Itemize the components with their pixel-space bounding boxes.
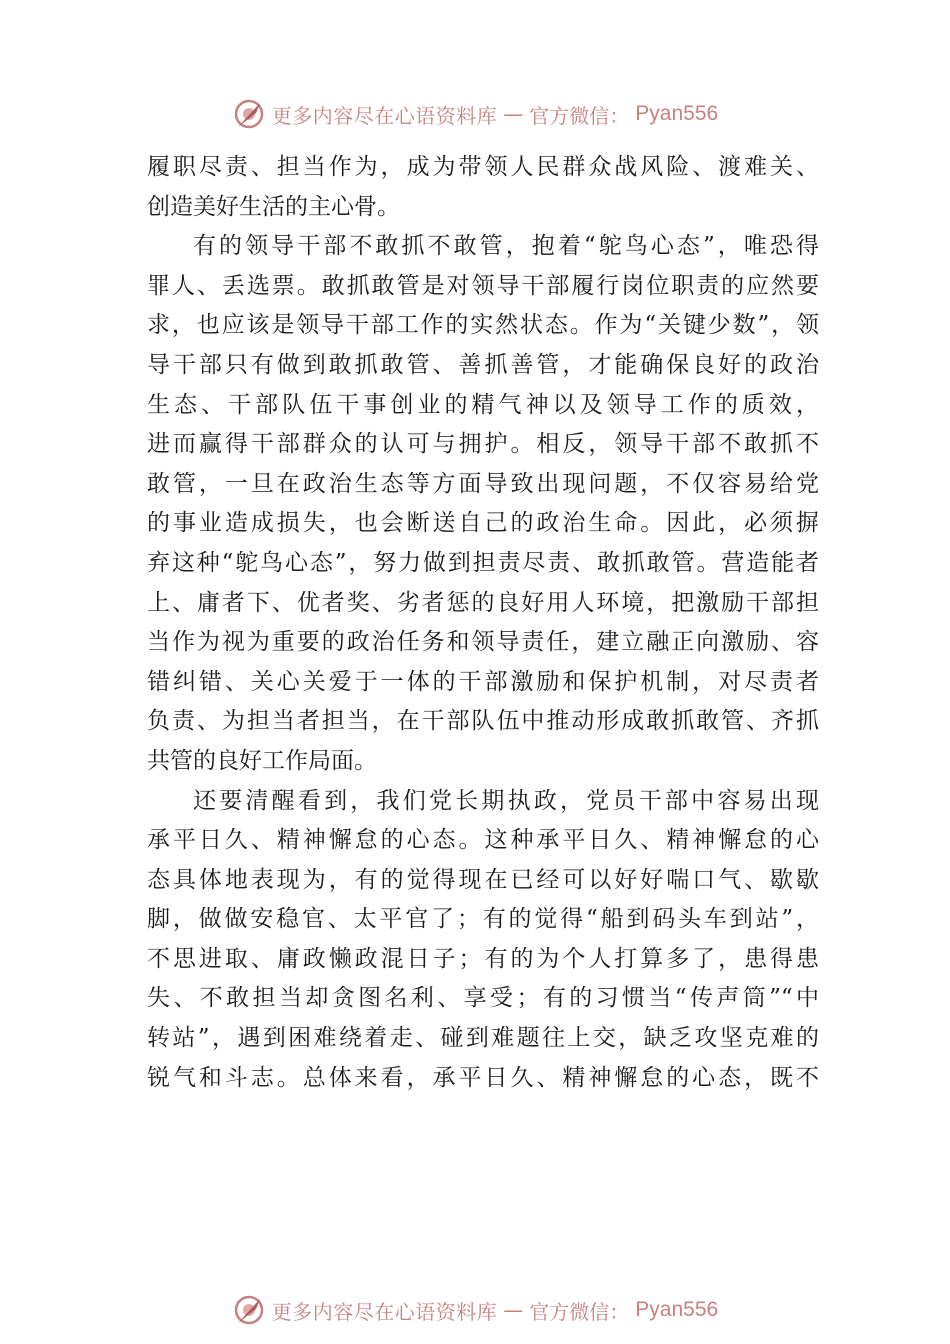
header-watermark-sub: 官方微信：: [529, 103, 630, 128]
text-line: 失、不敢担当却贪图名利、享受；有的习惯当“传声筒”“中: [147, 985, 819, 1012]
text-line: 脚，做做安稳官、太平官了；有的觉得“船到码头车到站”，: [147, 906, 819, 933]
quill-logo-icon: [232, 1293, 266, 1327]
footer-watermark-main: 更多内容尽在心语资料库: [271, 1299, 498, 1324]
header-watermark-main: 更多内容尽在心语资料库: [271, 103, 498, 128]
text-line: 生态、干部队伍干事创业的精气神以及领导工作的质效，: [147, 391, 819, 418]
text-line: 导干部只有做到敢抓敢管、善抓善管，才能确保良好的政治: [147, 351, 819, 378]
text-line: 的事业造成损失，也会断送自己的政治生命。因此，必须摒: [147, 510, 819, 537]
text-line: 敢管，一旦在政治生态等方面导致出现问题，不仅容易给党: [147, 470, 819, 497]
text-line: 锐气和斗志。总体来看，承平日久、精神懈怠的心态，既不: [147, 1064, 819, 1091]
document-body: [147, 148, 819, 1098]
text-line: 罪人、丢选票。敢抓敢管是对领导干部履行岗位职责的应然要: [147, 272, 819, 299]
text-line: 进而赢得干部群众的认可与拥护。相反，领导干部不敢抓不: [147, 431, 819, 458]
text-line: 求，也应该是领导干部工作的实然状态。作为“关键少数”，领: [147, 312, 819, 339]
text-line: 错纠错、关心关爱于一体的干部激励和保护机制，对尽责者: [147, 668, 819, 695]
text-line: 共管的良好工作局面。: [147, 747, 377, 774]
text-line: 还要清醒看到，我们党长期执政，党员干部中容易出现: [193, 787, 819, 814]
text-line: 负责、为担当者担当，在干部队伍中推动形成敢抓敢管、齐抓: [147, 708, 819, 735]
text-line: 有的领导干部不敢抓不敢管，抱着“鸵鸟心态”，唯恐得: [193, 233, 819, 260]
quill-logo-icon: [232, 97, 266, 131]
footer-watermark-id: Pyan556: [635, 1298, 719, 1321]
header-watermark-id: Pyan556: [635, 102, 719, 125]
text-line: 弃这种“鸵鸟心态”，努力做到担责尽责、敢抓敢管。营造能者: [147, 549, 819, 576]
header-watermark: [0, 94, 950, 134]
footer-watermark-dash: —: [503, 1298, 524, 1322]
text-line: 不思进取、庸政懒政混日子；有的为个人打算多了，患得患: [147, 945, 819, 972]
text-line: 态具体地表现为，有的觉得现在已经可以好好喘口气、歇歇: [147, 866, 819, 893]
text-line: 创造美好生活的主心骨。: [147, 193, 400, 220]
header-watermark-dash: —: [503, 102, 524, 126]
text-line: 上、庸者下、优者奖、劣者惩的良好用人环境，把激励干部担: [147, 589, 819, 616]
footer-watermark: [0, 1290, 950, 1330]
text-line: 履职尽责、担当作为，成为带领人民群众战风险、渡难关、: [147, 154, 819, 180]
text-line: 转站”，遇到困难绕着走、碰到难题往上交，缺乏攻坚克难的: [147, 1025, 819, 1052]
text-line: 承平日久、精神懈怠的心态。这种承平日久、精神懈怠的心: [147, 827, 819, 854]
text-line: 当作为视为重要的政治任务和领导责任，建立融正向激励、容: [147, 629, 819, 656]
footer-watermark-sub: 官方微信：: [529, 1299, 630, 1324]
